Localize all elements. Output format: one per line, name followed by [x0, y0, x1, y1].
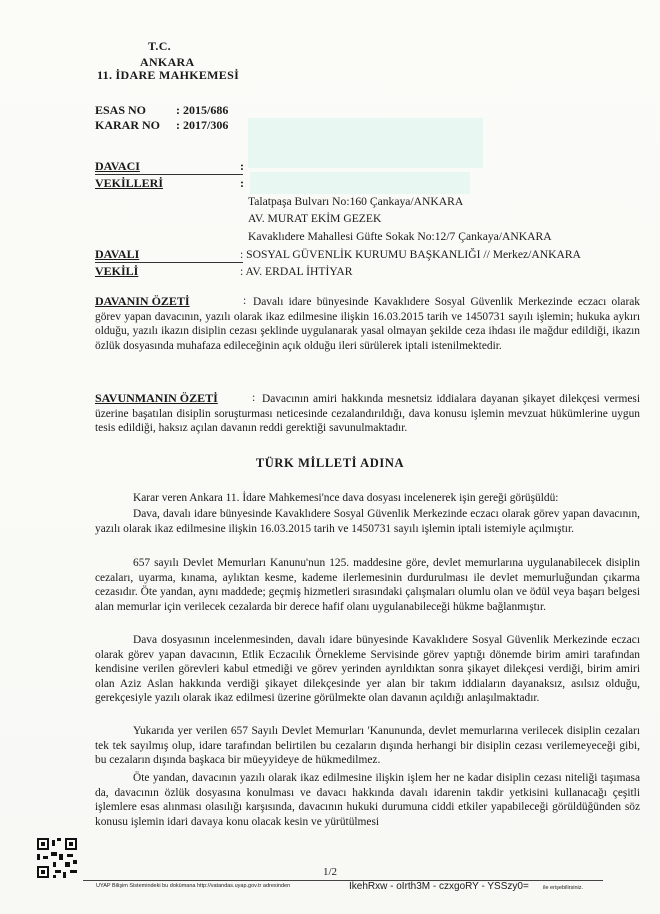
section-title: TÜRK MİLLETİ ADINA — [255, 456, 405, 470]
esas-no-value: : 2015/686 — [176, 103, 229, 117]
header-court: 11. İDARE MAHKEMESİ — [97, 68, 240, 82]
divider — [95, 174, 243, 175]
davanin-ozeti-colon: : — [243, 294, 247, 307]
header-city: ANKARA — [140, 55, 195, 69]
vekili-label: VEKİLİ — [95, 264, 139, 278]
body-paragraph: Dava, davalı idare bünyesinde Kavaklıdere Sosyal Güvenlik Merkezinde eczacı olarak görev yapan davacının, yazılı olarak ikaz edilmesine ilişkin 16.03.2015 tarih ve 1450731 sayılı işlemin iptali istemiyle açılmıştır. — [95, 508, 640, 535]
page-number: 1/2 — [322, 866, 338, 878]
divider — [95, 262, 243, 263]
body-paragraph: Öte yandan, davacının yazılı olarak ikaz edilmesine ilişkin işlem her ne kadar disiplin cezası niteliği taşımasa da, davacının özlük dosyasına konulması ve davacı hakkında davalı idarenin takdir yetkisini kullanacağı çeşitli işlemlere esas alınması olasılığı karşısında, davacının hukuki durumuna ciddi etkiler yapabileceği görüldüğünden söz konusu işlemin idari davaya konu olacak kesin ve yürütülmesi — [95, 772, 640, 828]
karar-no-value: : 2017/306 — [176, 118, 229, 132]
body-paragraph: 657 sayılı Devlet Memurları Kanunu'nun 125. maddesine göre, devlet memurlarına uygulanabilecek disiplin cezaları, uyarma, kınama, aylıktan kesme, kademe ilerlemesinin durdurulması ile devlet memurluğundan çıkarma cezasıdır. Öte yandan, aynı maddede; geçmiş hizmetleri sırasındaki çalışmaları olumlu olan ve ödül veya başarı belgesi alan memurlar için verilecek cezalarda bir derece hafif olanı uygulanabileceği hükme bağlanmıştır. — [95, 557, 640, 613]
redaction-block — [250, 172, 470, 194]
header-tc: T.C. — [148, 39, 171, 53]
davanin-ozeti-label: DAVANIN ÖZETİ — [95, 294, 190, 308]
footer-note-right: ile erişebilirsiniz. — [543, 885, 584, 891]
footer-note-left: UYAP Bilişim Sistemindeki bu dokümana http://vatandas.uyap.gov.tr adresinden — [96, 883, 291, 889]
savunmanin-ozeti-colon: : — [252, 391, 256, 404]
lawyer-address: Kavaklıdere Mahallesi Güfte Sokak No:12/7 Çankaya/ANKARA — [248, 230, 552, 243]
esas-no-label: ESAS NO — [95, 103, 147, 117]
davaci-colon: : — [240, 159, 244, 173]
savunmanin-ozeti-label: SAVUNMANIN ÖZETİ — [95, 391, 218, 405]
vekilleri-label: VEKİLLERİ — [95, 176, 164, 190]
footer-verification-code: IkehRxw - oIrth3M - czxgoRY - YSSzy0= — [349, 881, 529, 892]
lawyer-name: AV. MURAT EKİM GEZEK — [248, 212, 382, 225]
davali-label: DAVALI — [95, 247, 140, 261]
davali-value: : SOSYAL GÜVENLİK KURUMU BAŞKANLIĞI // Merkez/ANKARA — [240, 248, 581, 261]
karar-no-label: KARAR NO — [95, 118, 160, 132]
davaci-label: DAVACI — [95, 159, 140, 173]
body-paragraph: Dava dosyasının incelenmesinden, davalı idare bünyesinde Kavaklıdere Sosyal Güvenlik Merkezinde eczacı olarak görev yapan davacının, Etlik Eczacılık Örnekleme Servisinde görev yaptığı dönemde birim amiri tarafından kendisine verilen görevleri kabul etmediği ve görev yerinden ayrıldıktan sonra şikayet dilekçesi verdiği, birim amiri olan Aziz Aslan hakkında verdiği şikayet dilekçesinde yer alan bir takım iddiaların dayanaksız, asılsız olduğu, gerekçesiyle yazılı olarak ikaz edilmesi üzerine görülmekte olan davanın açıldığı anlaşılmaktadır. — [95, 634, 640, 705]
body-paragraph: Yukarıda yer verilen 657 Sayılı Devlet Memurları 'Kanununda, devlet memurlarına verilecek disiplin cezaları tek tek sayılmış olup, idare tarafından belirtilen bu cezaların dışında herhangi bir disiplin cezası verilemeyeceği gibi, bu cezaların dışında başkaca bir müeyyideye de hükmedilmez. — [95, 725, 640, 767]
davaci-address: Talatpaşa Bulvarı No:160 Çankaya/ANKARA — [248, 195, 464, 208]
vekili-value: : AV. ERDAL İHTİYAR — [240, 265, 353, 278]
davanin-ozeti-text: Davalı idare bünyesinde Kavaklıdere Sosyal Güvenlik Merkezinde eczacı olarak görev yapan davacının, yazılı olarak ikaz edilmesine ilişkin 16.03.2015 tarih ve 1450731 sayılı işlemin; hukuka aykırı olduğu, yazılı ikazın disiplin cezası şeklinde uygulanarak yasal olmayan şekilde ceza ihdası ile mağdur edildiği, ikazın özlük dosyasında muhafaza edileceğinin açık olduğu ileri sürülerek iptali istenilmektedir. — [95, 296, 640, 352]
body-paragraph: Karar veren Ankara 11. İdare Mahkemesi'nce dava dosyası incelenerek işin gereği görüşüldü: — [133, 492, 559, 504]
vekilleri-colon: : — [240, 176, 244, 190]
savunmanin-ozeti-text: Davacının amiri hakkında mesnetsiz iddialara dayanan şikayet dilekçesi vermesi üzerine başatılan disiplin soruşturması neticesinde cezalandırıldığı, dava konusu işlemin mevzuat hükümlerine uygun tesis edildiği, haksız açılan davanın reddi gerektiği savunulmaktadır. — [95, 393, 640, 435]
redaction-block — [248, 118, 483, 168]
